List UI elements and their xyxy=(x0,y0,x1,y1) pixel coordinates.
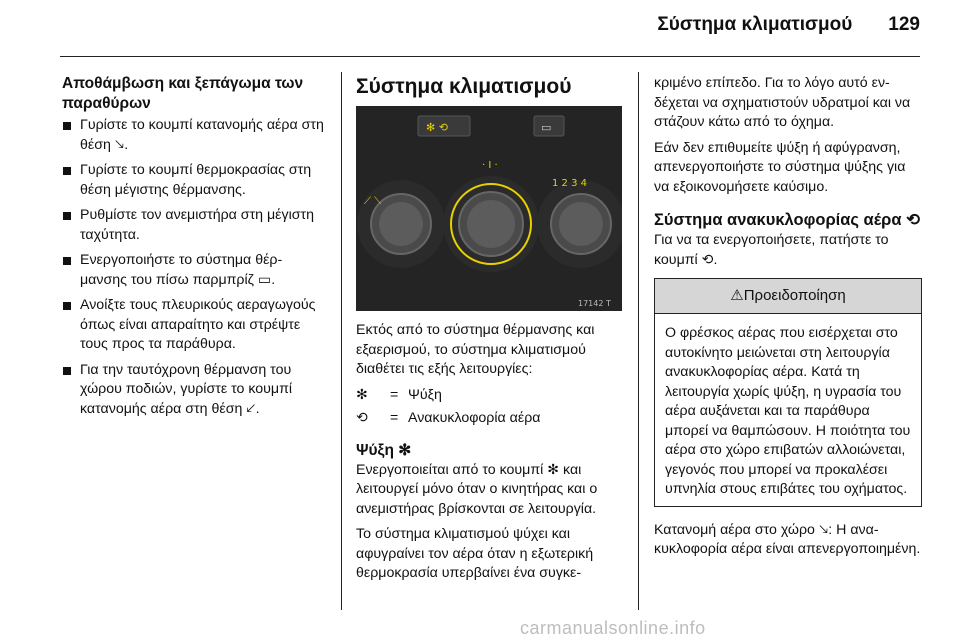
climate-panel-illustration xyxy=(356,106,622,311)
legend-label: Ψύξη xyxy=(408,386,442,403)
watermark: carmanualsonline.info xyxy=(520,618,706,638)
defrost-steps xyxy=(62,116,324,419)
legend-label: Ανακυκλοφορία αέρα xyxy=(408,410,541,426)
svg-text:· I ·: · I · xyxy=(482,160,498,171)
warning-text: Ο φρέσκος αέρας που εισέρχεται στο αυτοκίνητο μειώνεται στη λειτουργία ανακυκλοφορίας αέρα. Κατά τη λειτουργία χωρίς ψύξη, η υγρασία του αέρα αυξάνεται και τα παράθυρα μπορεί να θαμπώσουν. Η ποιότητα του αέρα στο χώρο επιβατών αλλοιώνεται, γεγονός που μπορεί να προκαλέσει υπνηλία στους επιβάτες του οχήματος. xyxy=(665,325,911,497)
legend-equals: = xyxy=(390,386,399,403)
ac-intro: Εκτός από το σύστημα θέρμανσης και εξαερισμού, το σύστημα κλιματισμού διαθέτει τις εξής λειτουργίες: xyxy=(356,322,595,377)
recirculation-icon: ⟲ xyxy=(356,410,368,426)
climate-control-photo xyxy=(356,106,622,311)
paragraph: Το σύστημα κλιματισμού ψύχει και αφυγραίνει τον αέρα όταν η εξωτερική θερμοκρασία υπερβαίνει ένα συγκε- xyxy=(356,526,594,581)
warning-title: ⚠Προειδοποίηση xyxy=(655,279,921,314)
page-number: 129 xyxy=(888,14,920,35)
paragraph: Κατανομή αέρα στο χώρο 🡖: Η ανακυκλοφορία αέρα είναι απενεργοποιημένη. xyxy=(654,521,921,557)
warning-box xyxy=(654,278,922,507)
list-item: Ενεργοποιήστε το σύστημα θέρμανσης του πίσω παρμπρίζ ▭. xyxy=(62,251,324,290)
legend-equals: = xyxy=(390,410,399,426)
header-title: Σύστημα κλιματισμού xyxy=(657,14,853,35)
column-1 xyxy=(62,74,324,425)
list-item: Γυρίστε το κουμπί κατανομής αέρα στη θέση 🡖. xyxy=(62,116,324,155)
list-item: Για την ταυτόχρονη θέρμανση του χώρου ποδιών, γυρίστε το κουμπί κατανομής αέρα στη θέση 🡗. xyxy=(62,361,324,420)
list-item: Γυρίστε το κουμπί θερμοκρασίας στη θέση μέγιστης θέρμανσης. xyxy=(62,161,324,200)
column-2 xyxy=(356,74,622,590)
column-3 xyxy=(654,74,922,566)
column-divider xyxy=(638,72,639,610)
svg-text:1 2 3 4: 1 2 3 4 xyxy=(552,178,587,189)
paragraph: Εάν δεν επιθυμείτε ψύξη ή αφύγρανση, απενεργοποιήστε το σύστημα ψύξης για να εξοικονομήσετε καύσιμο. xyxy=(654,139,906,195)
photo-code: 17142 T xyxy=(578,299,611,308)
column-divider xyxy=(341,72,342,610)
snowflake-icon: ✻ xyxy=(356,386,368,403)
svg-text:✻ ⟲: ✻ ⟲ xyxy=(426,121,448,134)
paragraph: Για να τα ενεργοποιήσετε, πατήστε το κουμπί ⟲. xyxy=(654,232,889,268)
section-heading-ac: Σύστημα κλιματισμού xyxy=(356,75,572,98)
svg-text:▭: ▭ xyxy=(541,121,552,134)
page-header xyxy=(657,14,920,36)
section-heading-defrost: Αποθάμβωση και ξεπάγωμα των παραθύρων xyxy=(62,75,304,112)
paragraph: Ενεργοποιείται από το κουμπί ✻ και λειτουργεί μόνο όταν ο κινητήρας και ο ανεμιστήρας βρίσκονται σε λειτουργία. xyxy=(356,461,598,517)
header-rule xyxy=(60,56,920,57)
list-item: Ανοίξτε τους πλευρικούς αεραγωγούς όπως είναι απαραίτητο και στρέψτε τους προς τα παράθυρα. xyxy=(62,296,324,355)
svg-text:⟋ ⟍: ⟋ ⟍ xyxy=(364,196,382,207)
function-legend xyxy=(356,386,622,429)
section-heading-cooling: Ψύξη ✻ xyxy=(356,441,412,459)
list-item: Ρυθμίστε τον ανεμιστήρα στη μέγιστη ταχύτητα. xyxy=(62,206,324,245)
section-heading-recirculation: Σύστημα ανακυκλοφορίας αέρα ⟲ xyxy=(654,211,920,229)
paragraph: κριμένο επίπεδο. Για το λόγο αυτό ενδέχεται να σχηματιστούν υδρατμοί και να στάζουν κάτω από το όχημα. xyxy=(654,75,911,130)
